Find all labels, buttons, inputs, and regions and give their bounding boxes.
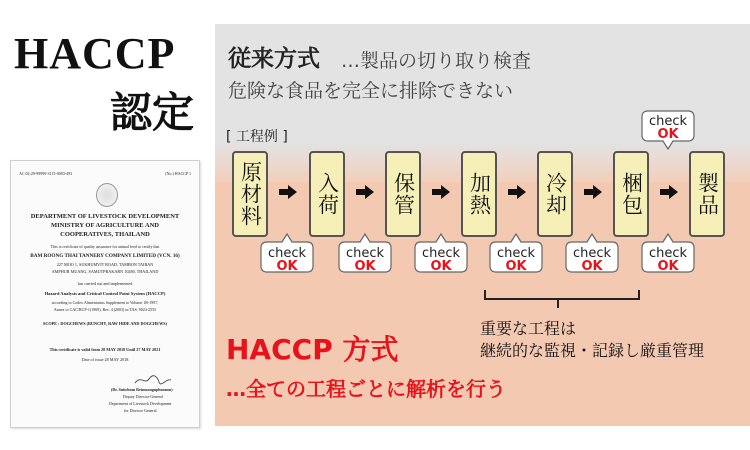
bubble-ok-text: OK bbox=[581, 259, 603, 273]
step-label: 冷却 bbox=[543, 172, 568, 216]
haccp-certificate-image bbox=[10, 160, 200, 428]
arrow-right-icon bbox=[356, 185, 374, 199]
cert-country: COOPERATIVES, THAILAND bbox=[60, 231, 150, 238]
cert-ministry: MINISTRY OF AGRICULTURE AND bbox=[51, 222, 159, 229]
step-raw-materials bbox=[232, 151, 268, 237]
conventional-method-subtitle: …製品の切り取り検査 bbox=[341, 50, 532, 72]
arrow-right-icon bbox=[508, 185, 526, 199]
step-storage bbox=[385, 151, 421, 237]
bubble-check-text: check bbox=[267, 246, 307, 261]
bubble-ok-text: OK bbox=[430, 259, 452, 273]
bubble-check-text: check bbox=[648, 246, 688, 261]
critical-control-note bbox=[480, 318, 704, 362]
bubble-ok-text: OK bbox=[505, 259, 527, 273]
cert-address-2: AMPHUR MUANG, SAMUTPRAKARN 10280, THAILAND bbox=[51, 269, 159, 274]
check-ok-bubble-product bbox=[640, 110, 696, 150]
cert-signer-dept: Department of Livestock Development bbox=[109, 401, 172, 406]
process-example-label: [ 工程例 ] bbox=[226, 129, 288, 145]
bubble-ok-text: OK bbox=[354, 259, 376, 273]
cert-signer-name: (Dr. Sutichum Retmuonguphannon) bbox=[111, 387, 173, 392]
cert-emblem bbox=[96, 183, 118, 207]
check-ok-bubble bbox=[640, 233, 696, 273]
cert-implemented: has carried out and implemented bbox=[77, 281, 133, 286]
step-receiving bbox=[309, 151, 345, 237]
arrow-right-icon bbox=[279, 185, 297, 199]
critical-steps-bracket bbox=[484, 290, 640, 300]
conventional-method-title: 従来方式 bbox=[228, 46, 320, 72]
check-ok-bubble bbox=[413, 233, 469, 273]
cert-according-1: according to Codex Alimentarius Supplement to Volume 1B-1997, bbox=[51, 300, 159, 305]
arrow-right-icon bbox=[660, 185, 678, 199]
cert-scope: SCOPE : DOGCHEWS (RUNCHY, RAW HIDE AND DOGCHEWS) bbox=[42, 321, 167, 326]
cert-address-1: 227 MOO 1, SUKHUMVIT ROAD, TAMBON TAIBAN bbox=[56, 262, 154, 267]
bubble-check-text: check bbox=[496, 246, 536, 261]
step-label: 原材料 bbox=[238, 161, 263, 227]
check-ok-bubble bbox=[259, 233, 315, 273]
bubble-check-text: check bbox=[421, 246, 461, 261]
cert-valid: This certificate is valid from 28 MAY 2018 Until 27 MAY 2021 bbox=[49, 347, 161, 352]
bubble-ok-text: OK bbox=[657, 259, 679, 273]
step-label: 製品 bbox=[695, 172, 720, 216]
certification-title: 認定 bbox=[110, 88, 195, 137]
step-packing bbox=[613, 151, 649, 237]
bubble-ok-text: OK bbox=[657, 127, 679, 142]
step-label: 加熱 bbox=[467, 172, 492, 216]
step-product bbox=[689, 151, 725, 237]
arrow-right-icon bbox=[432, 185, 450, 199]
critical-steps-bracket-tip bbox=[557, 298, 559, 308]
haccp-method-title: HACCP 方式 bbox=[226, 333, 399, 366]
haccp-method-description: …全ての工程ごとに解析を行う bbox=[226, 377, 506, 401]
cert-signer-for: for Director General bbox=[124, 408, 157, 413]
critical-note-line-2: 継続的な監視・記録し厳重管理 bbox=[480, 341, 705, 360]
cert-haccp-no: (No.) HACCP 1 bbox=[165, 171, 191, 176]
cert-company: BAM ROONG THAI TANNERY COMPANY LIMITED (VCN. 16) bbox=[30, 253, 180, 259]
step-label: 入荷 bbox=[315, 172, 340, 216]
cert-ref-no: AC 02-29-99999-3115-0003-493 bbox=[19, 171, 73, 176]
critical-note-line-1: 重要な工程は bbox=[480, 319, 577, 338]
step-heating bbox=[461, 151, 497, 237]
step-cooling bbox=[537, 151, 573, 237]
cert-signer-title: Deputy Director-General bbox=[123, 394, 164, 399]
bubble-check-text: check bbox=[345, 246, 385, 261]
arrow-right-icon bbox=[584, 185, 602, 199]
cert-certify-text: This is certificate of quality assurance for animal feed to certify that bbox=[50, 244, 160, 249]
conventional-method-description: 危険な食品を完全に排除できない bbox=[228, 80, 514, 102]
check-ok-bubble bbox=[337, 233, 393, 273]
haccp-title: HACCP bbox=[14, 29, 176, 78]
cert-issue-date: Date of issue 28 MAY 2018 bbox=[81, 357, 129, 362]
cert-department: DEPARTMENT OF LIVESTOCK DEVELOPMENT bbox=[30, 213, 180, 220]
step-label: 梱包 bbox=[619, 172, 644, 216]
bubble-check-text: check bbox=[648, 114, 688, 129]
cert-according-2: Annex to CAC/RCP-1(1969), Rev. 4 (2003) in TAS: 9024-2555 bbox=[53, 307, 157, 312]
check-ok-bubble bbox=[488, 233, 544, 273]
bubble-ok-text: OK bbox=[276, 259, 298, 273]
bubble-check-text: check bbox=[572, 246, 612, 261]
step-label: 保管 bbox=[391, 172, 416, 216]
cert-signature bbox=[133, 373, 173, 385]
check-ok-bubble bbox=[564, 233, 620, 273]
cert-system: Hazard Analysis and Critical Control Point System (HACCP) bbox=[44, 291, 166, 296]
